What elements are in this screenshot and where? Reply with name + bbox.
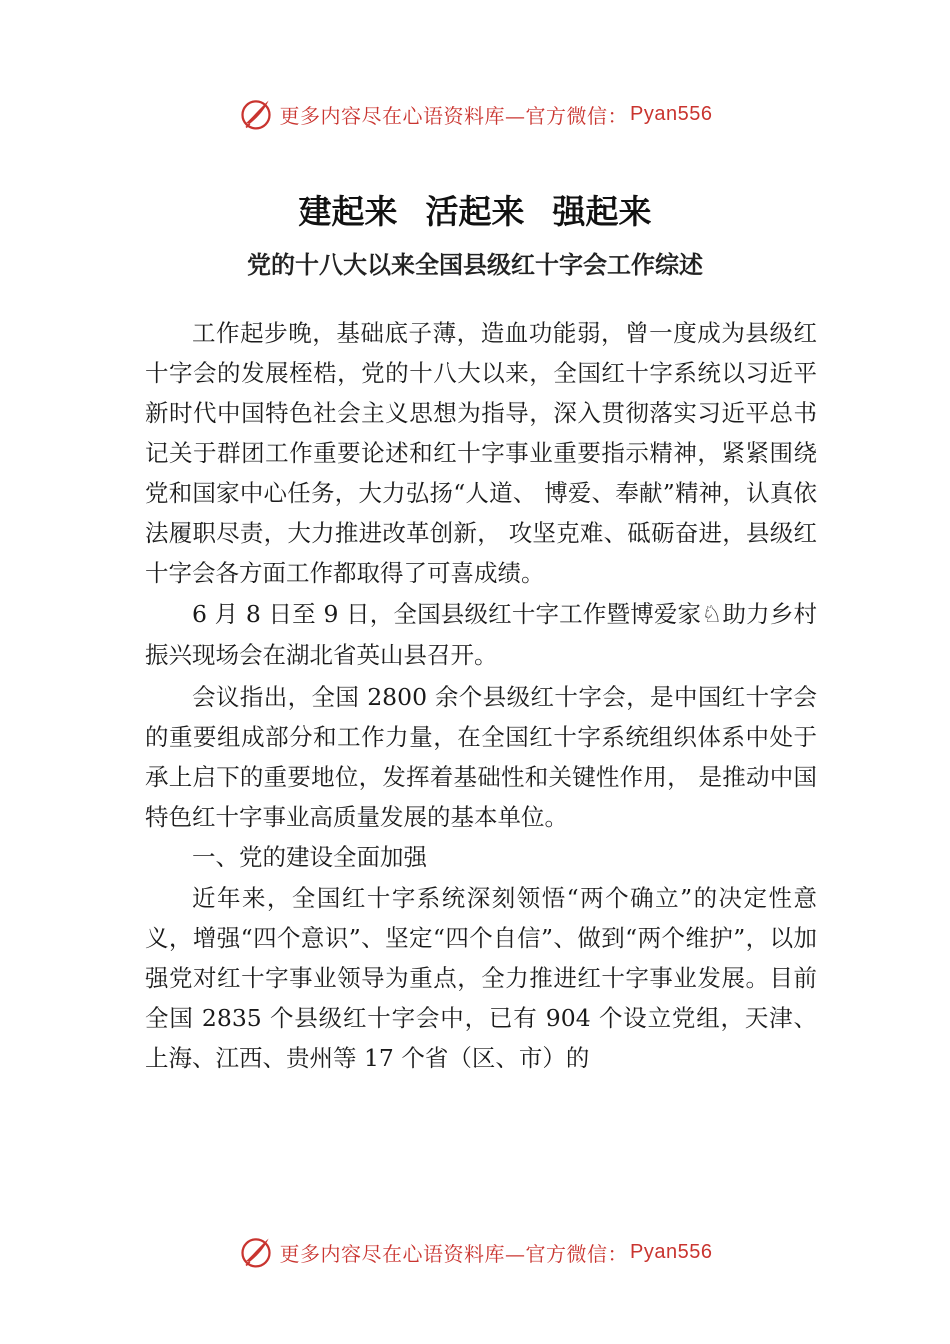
paragraph: 会议指出，全国 2800 余个县级红十字会，是中国红十字会的重要组成部分和工作力量，在全国红十字系统组织体系中处于承上启下的重要地位，发挥着基础性和关键性作用， 是推动中国特色红十字事业高质量发展的基本单位。 xyxy=(145,683,817,831)
wechat-id: Pyan556 xyxy=(630,102,713,125)
watermark-text xyxy=(280,100,713,129)
document-body xyxy=(145,313,817,1078)
quill-seal-icon xyxy=(238,1234,274,1270)
quill-seal-icon xyxy=(238,96,274,132)
paragraph: 近年来，全国红十字系统深刻领悟“两个确立”的决定性意义，增强“四个意识”、坚定“四个自信”、做到“两个维护”，以加强党对红十字事业领导为重点，全力推进红十字事业发展。目前全国 2835 个县级红十字会中，已有 904 个设立党组，天津、上海、江西、贵州等 17 个省（区、市）的 xyxy=(145,884,817,1072)
watermark-banner-top xyxy=(0,92,950,136)
watermark-banner-bottom xyxy=(0,1230,950,1274)
watermark-label: 更多内容尽在心语资料库—官方微信： xyxy=(279,103,629,128)
section-heading: 一、党的建设全面加强 xyxy=(192,843,427,871)
paragraph: 6 月 8 日至 9 日，全国县级红十字工作暨博爱家♘助力乡村振兴现场会在湖北省英山县召开。 xyxy=(145,600,817,669)
document-subtitle: 党的十八大以来全国县级红十字会工作综述 xyxy=(247,250,703,279)
title-part: 活起来 xyxy=(425,192,525,231)
wechat-id: Pyan556 xyxy=(630,1240,713,1263)
watermark-label: 更多内容尽在心语资料库—官方微信： xyxy=(279,1241,629,1266)
document-title xyxy=(0,186,950,233)
paragraph: 工作起步晚，基础底子薄，造血功能弱，曾一度成为县级红十字会的发展桎梏，党的十八大以来，全国红十字系统以习近平新时代中国特色社会主义思想为指导，深入贯彻落实习近平总书记关于群团工作重要论述和红十字事业重要指示精神，紧紧围绕党和国家中心任务，大力弘扬“人道、 博爱、奉献”精神，认真依法履职尽责，大力推进改革创新， 攻坚克难、砥砺奋进，县级红十字会各方面工作都取得了可喜成绩。 xyxy=(145,319,817,587)
title-part: 强起来 xyxy=(552,192,652,231)
title-part: 建起来 xyxy=(298,192,398,231)
watermark-text xyxy=(280,1238,713,1267)
